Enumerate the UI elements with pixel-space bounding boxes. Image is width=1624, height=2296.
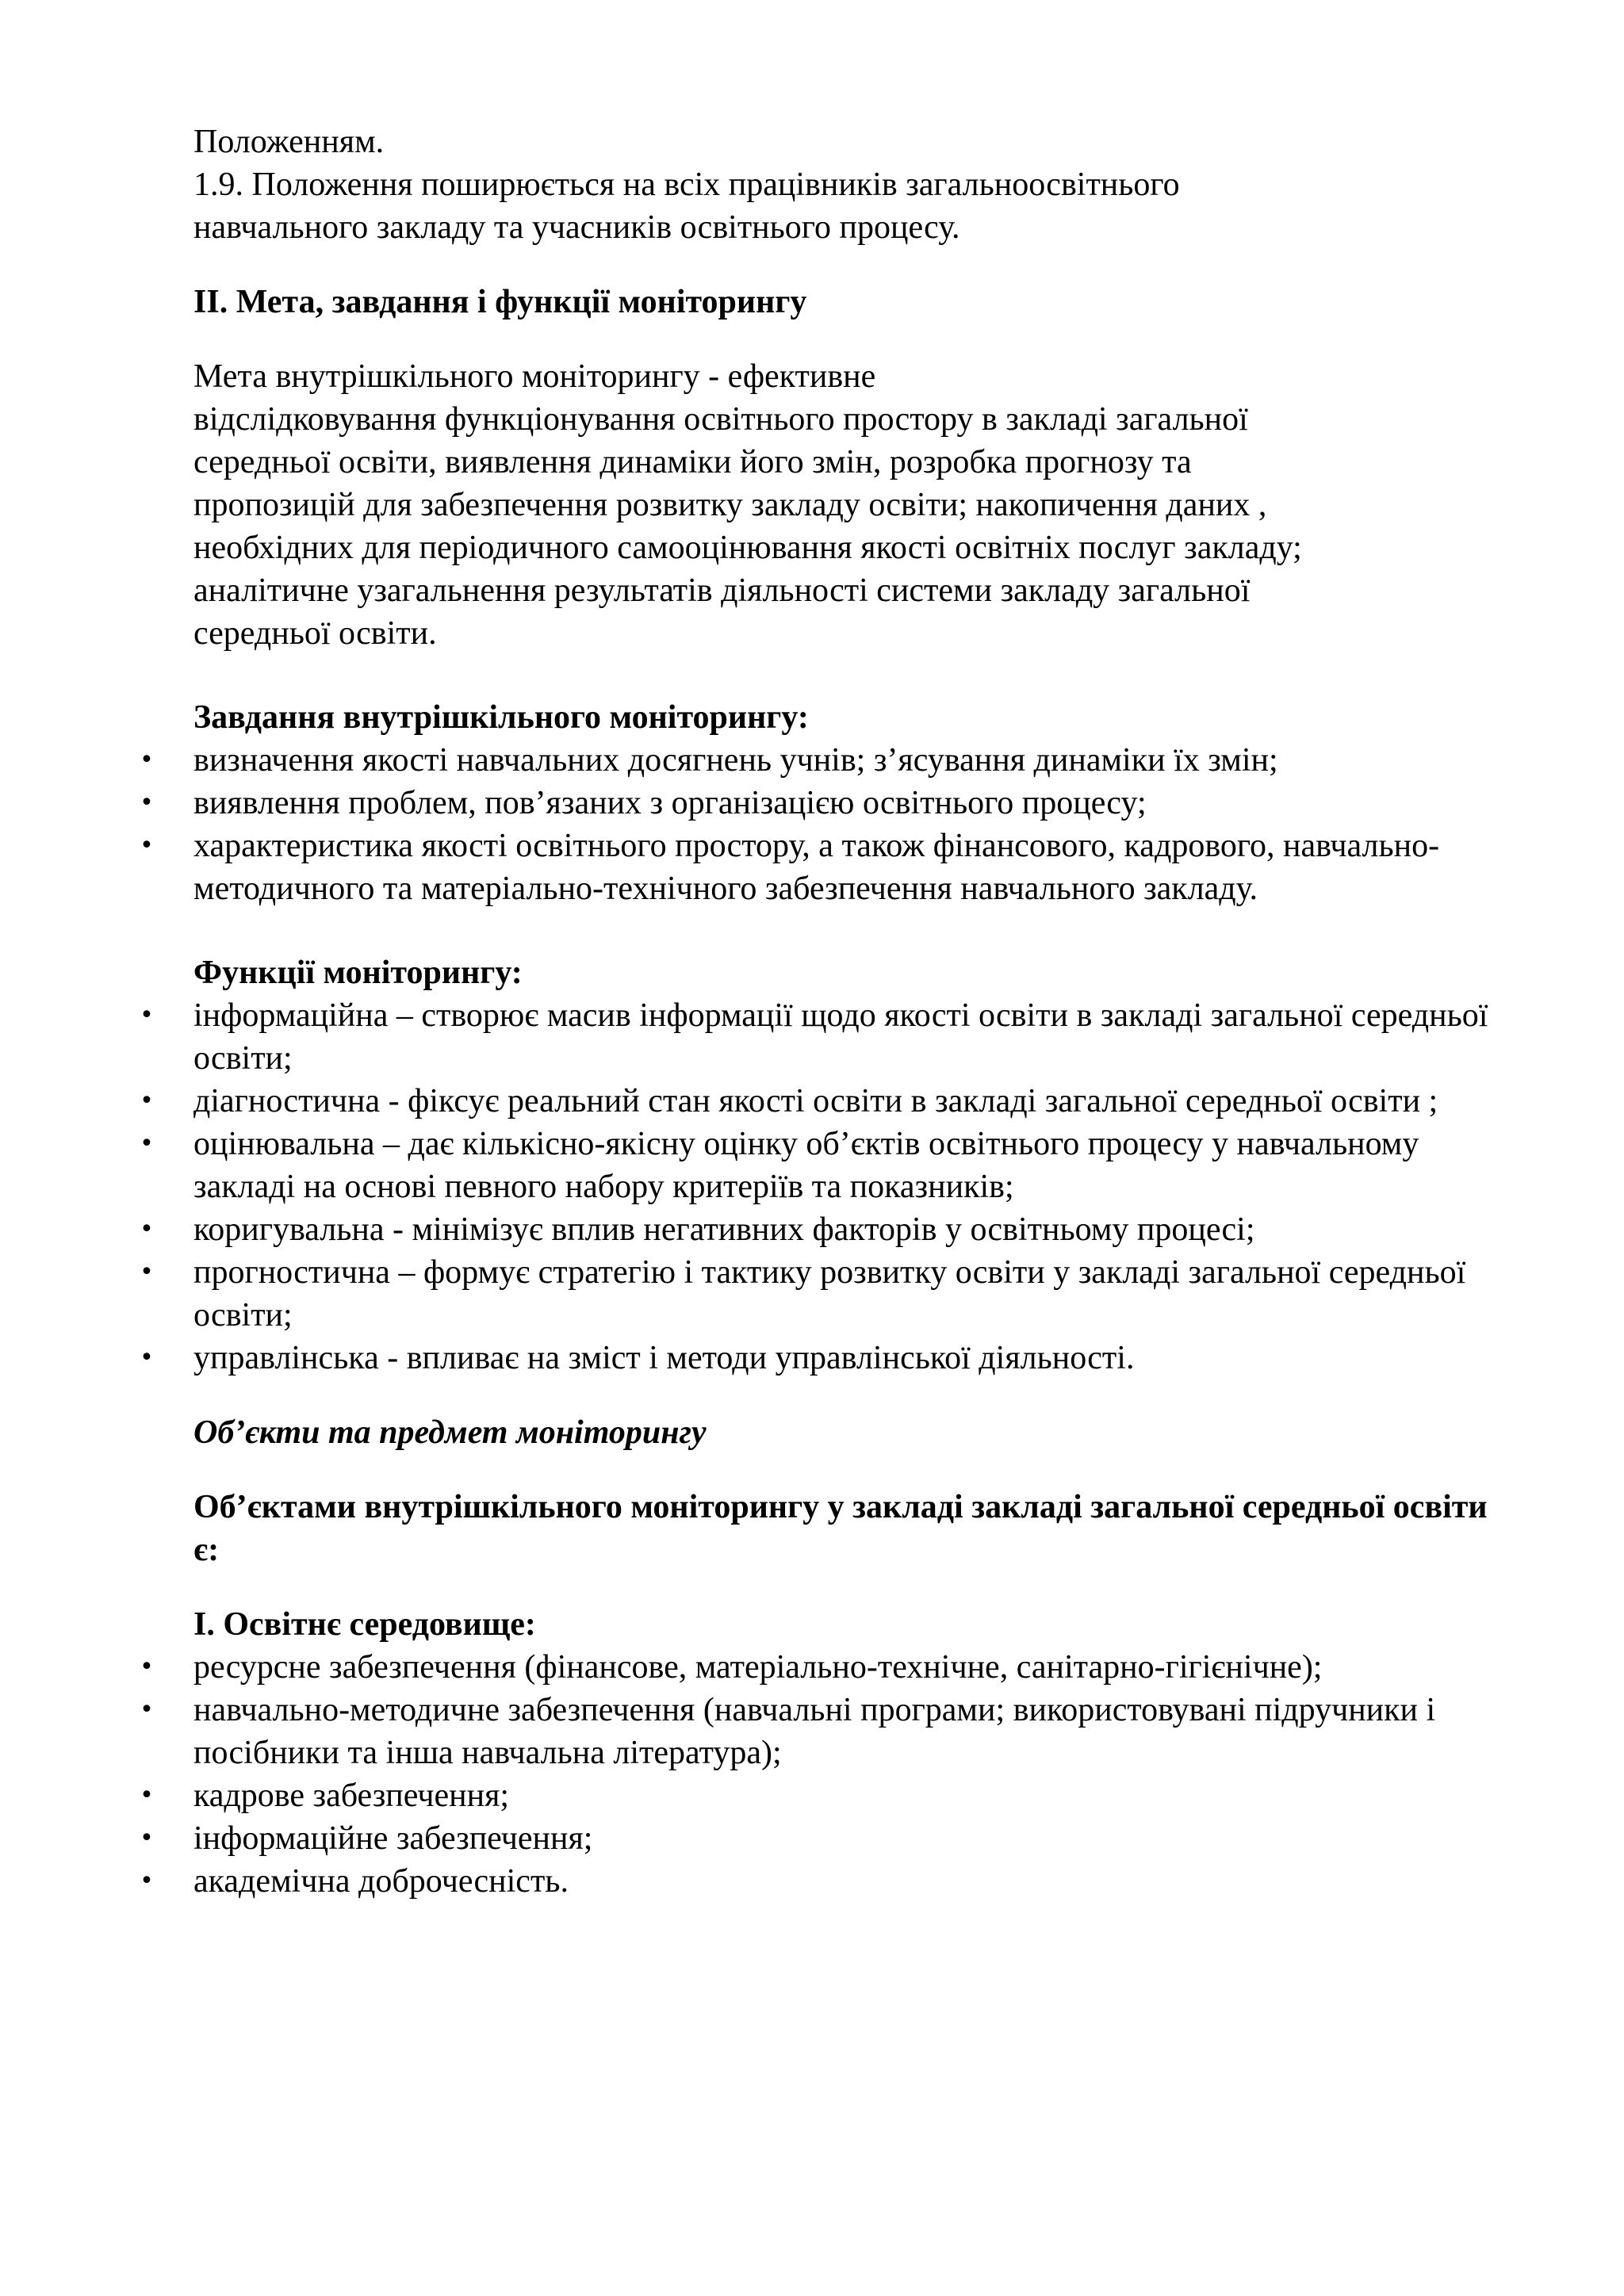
list-item <box>140 1817 1510 1860</box>
purpose-paragraph <box>193 355 1510 655</box>
bullet-icon: • <box>140 1344 154 1372</box>
list-item <box>140 1123 1510 1208</box>
list-item <box>140 1337 1510 1380</box>
list-item-text: інформаційне забезпечення; <box>193 1820 593 1857</box>
list-item-text: діагностична - фіксує реальний стан якості освіти в закладі загальної середньої освіти ; <box>193 1083 1438 1119</box>
bullet-icon: • <box>140 789 154 817</box>
intro-line: 1.9. Положення поширюється на всіх працівників загальноосвітнього <box>193 166 1180 203</box>
list-item <box>140 1251 1510 1337</box>
intro-line: навчального закладу та учасників освітнього процесу. <box>193 209 960 246</box>
list-item <box>140 1774 1510 1817</box>
bullet-icon: • <box>140 1781 154 1809</box>
bullet-icon: • <box>140 1653 154 1681</box>
list-item <box>140 825 1510 910</box>
list-item <box>140 1646 1510 1689</box>
bullet-icon: • <box>140 1087 154 1115</box>
tasks-heading: Завдання внутрішкільного моніторингу: <box>193 699 809 736</box>
purpose-line: аналітичне узагальнення результатів діяльності системи закладу загальної <box>193 572 1251 609</box>
objects-heading: Об’єктами внутрішкільного моніторингу у закладі закладі загальної середньої освіти є: <box>193 1489 1488 1568</box>
environment-subheading: І. Освітнє середовище: <box>193 1606 536 1643</box>
bullet-icon: • <box>140 746 154 774</box>
bullet-icon: • <box>140 1215 154 1243</box>
list-item <box>140 1080 1510 1123</box>
list-item-text: оцінювальна – дає кількісно-якісну оцінку об’єктів освітнього процесу у навчальному закладі на основі певного набору критеріїв та показників; <box>193 1126 1419 1205</box>
list-item <box>140 994 1510 1080</box>
list-item-text: прогностична – формує стратегію і тактику розвитку освіти у закладі загальної середньої освіти; <box>193 1254 1466 1334</box>
functions-heading: Функції моніторингу: <box>193 955 523 991</box>
list-item <box>140 1689 1510 1774</box>
list-item-text: ресурсне забезпечення (фінансове, матеріально-технічне, санітарно-гігієнічне); <box>193 1649 1323 1686</box>
bullet-icon: • <box>140 832 154 859</box>
purpose-line: пропозицій для забезпечення розвитку закладу освіти; накопичення даних , <box>193 487 1267 523</box>
list-item-text: характеристика якості освітнього простору, а також фінансового, кадрового, навчально-методичного та матеріально-технічного забезпечення навчального закладу. <box>193 828 1440 907</box>
document-content <box>140 121 1510 1903</box>
bullet-icon: • <box>140 1824 154 1852</box>
list-item <box>140 1208 1510 1251</box>
functions-list <box>140 994 1510 1380</box>
list-item-text: визначення якості навчальних досягнень учнів; з’ясування динаміки їх змін; <box>193 742 1278 779</box>
bullet-icon: • <box>140 1258 154 1286</box>
list-item-text: академічна доброчесність. <box>193 1863 569 1900</box>
environment-list <box>140 1646 1510 1903</box>
objects-italic-heading: Об’єкти та предмет моніторингу <box>193 1414 707 1451</box>
list-item-text: виявлення проблем, пов’язаних з організацією освітнього процесу; <box>193 785 1147 821</box>
purpose-line: відслідковування функціонування освітнього простору в закладі загальної <box>193 401 1248 438</box>
purpose-line: необхідних для періодичного самооцінювання якості освітніх послуг закладу; <box>193 530 1302 566</box>
bullet-icon: • <box>140 1130 154 1158</box>
purpose-line: Мета внутрішкільного моніторингу - ефективне <box>193 358 876 395</box>
list-item-text: коригувальна - мінімізує вплив негативних факторів у освітньому процесі; <box>193 1211 1255 1248</box>
list-item-text: управлінська - впливає на зміст і методи управлінської діяльності. <box>193 1340 1135 1376</box>
list-item <box>140 739 1510 782</box>
bullet-icon: • <box>140 1001 154 1029</box>
list-item-text: навчально-методичне забезпечення (навчальні програми; використовувані підручники і посібники та інша навчальна література); <box>193 1692 1436 1771</box>
purpose-line: середньої освіти. <box>193 615 437 652</box>
bullet-icon: • <box>140 1696 154 1724</box>
list-item <box>140 782 1510 825</box>
purpose-line: середньої освіти, виявлення динаміки його змін, розробка прогнозу та <box>193 444 1192 480</box>
bullet-icon: • <box>140 1867 154 1895</box>
tasks-list <box>140 739 1510 910</box>
list-item <box>140 1860 1510 1903</box>
list-item-text: інформаційна – створює масив інформації щодо якості освіти в закладі загальної середньої освіти; <box>193 997 1488 1077</box>
intro-line: Положенням. <box>193 124 385 160</box>
section-heading: ІІ. Мета, завдання і функції моніторингу <box>193 284 807 320</box>
list-item-text: кадрове забезпечення; <box>193 1777 510 1814</box>
